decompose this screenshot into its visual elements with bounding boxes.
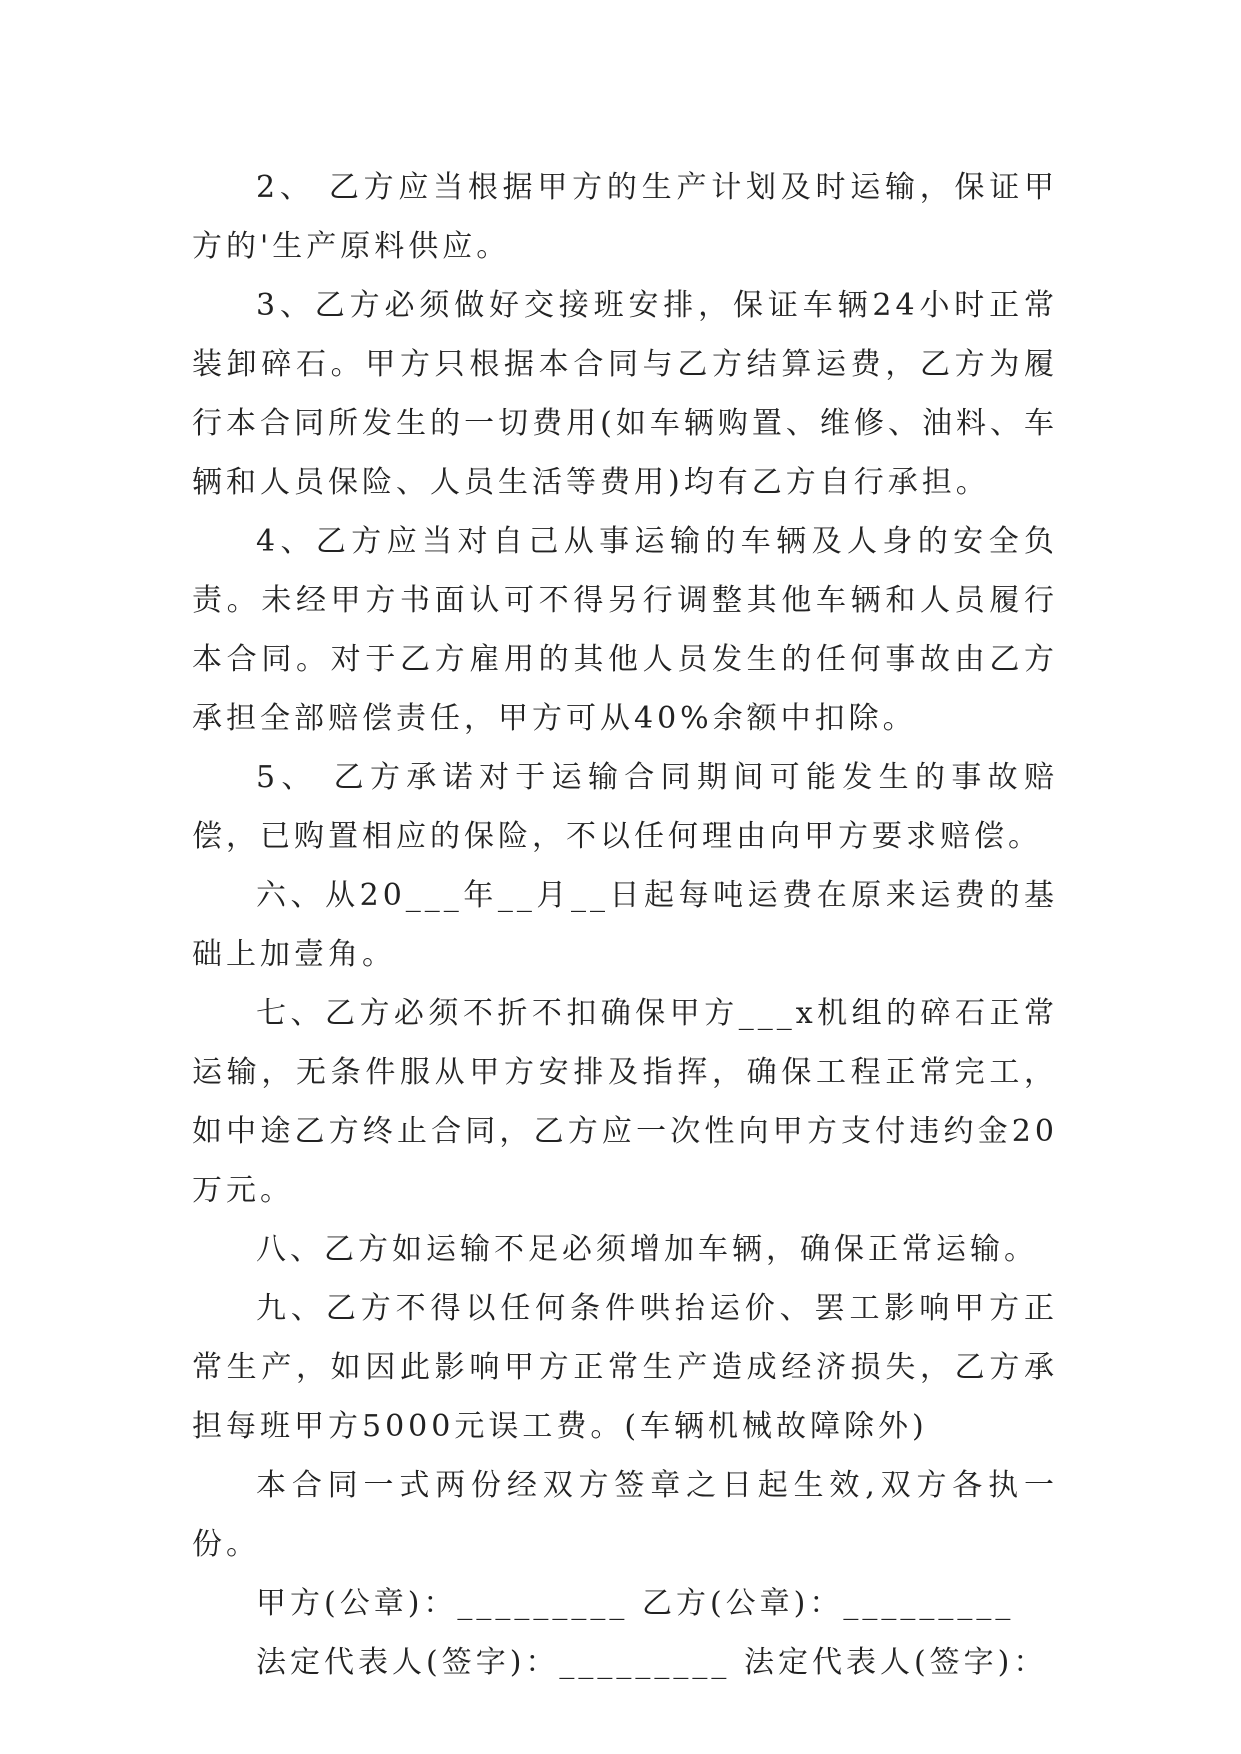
clause-5: 5、 乙方承诺对于运输合同期间可能发生的事故赔偿，已购置相应的保险，不以任何理由向甲方要求赔偿。 (192, 760, 1058, 854)
article-9: 九、乙方不得以任何条件哄抬运价、罢工影响甲方正常生产，如因此影响甲方正常生产造成经济损失，乙方承担每班甲方5000元误工费。(车辆机械故障除外) (192, 1291, 1058, 1444)
company-seal-line: 甲方(公章)：_________ 乙方(公章)：_________ (256, 1586, 1015, 1621)
article-8: 八、乙方如运输不足必须增加车辆，确保正常运输。 (256, 1232, 1038, 1267)
clause-2: 2、 乙方应当根据甲方的生产计划及时运输，保证甲方的'生产原料供应。 (192, 170, 1058, 264)
contract-body (192, 158, 1058, 1692)
legal-rep-signature-line: 法定代表人(签字)：_________ 法定代表人(签字)： (256, 1645, 1048, 1680)
clause-3: 3、乙方必须做好交接班安排，保证车辆24小时正常装卸碎石。甲方只根据本合同与乙方结算运费，乙方为履行本合同所发生的一切费用(如车辆购置、维修、油料、车辆和人员保险、人员生活等费用)均有乙方自行承担。 (192, 288, 1058, 500)
clause-4: 4、乙方应当对自己从事运输的车辆及人身的安全负责。未经甲方书面认可不得另行调整其他车辆和人员履行本合同。对于乙方雇用的其他人员发生的任何事故由乙方承担全部赔偿责任，甲方可从40%余额中扣除。 (192, 524, 1058, 736)
article-7: 七、乙方必须不折不扣确保甲方___x机组的碎石正常运输，无条件服从甲方安排及指挥，确保工程正常完工，如中途乙方终止合同，乙方应一次性向甲方支付违约金20万元。 (192, 996, 1058, 1208)
article-6: 六、从20___年__月__日起每吨运费在原来运费的基础上加壹角。 (192, 878, 1058, 972)
effectiveness-clause: 本合同一式两份经双方签章之日起生效,双方各执一份。 (192, 1468, 1058, 1562)
